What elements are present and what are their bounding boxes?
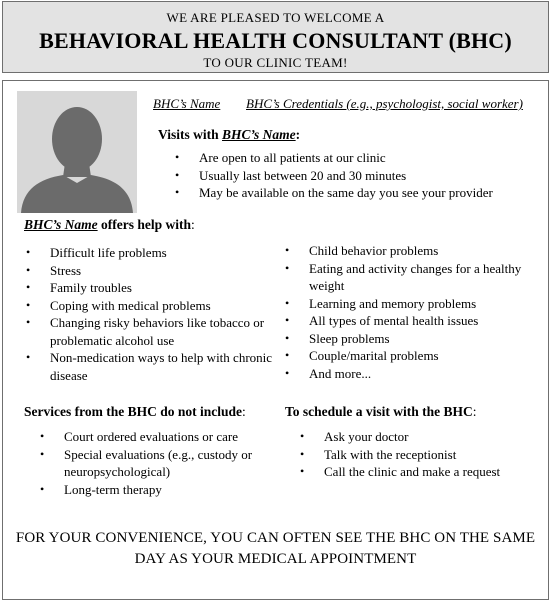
bhc-photo-placeholder — [17, 91, 137, 213]
list-item-text: Eating and activity changes for a healthy weight — [309, 260, 522, 293]
header-title: BEHAVIORAL HEALTH CONSULTANT (BHC) — [39, 28, 512, 53]
bullet-icon: • — [40, 429, 45, 443]
list-item-text: Non-medication ways to help with chronic disease — [50, 350, 273, 383]
schedule-heading-suffix: : — [472, 404, 477, 419]
list-item — [285, 295, 540, 313]
bullet-icon: • — [285, 243, 290, 257]
list-item-text: Couple/marital problems — [309, 348, 439, 363]
schedule-list — [300, 428, 540, 481]
person-silhouette-icon — [17, 91, 137, 213]
list-item — [40, 481, 270, 499]
help-heading-suffix: : — [191, 217, 195, 232]
list-item-text: May be available on the same day you see your provider — [199, 185, 493, 200]
bullet-icon: • — [175, 150, 180, 164]
bullet-icon: • — [300, 446, 305, 461]
list-item-text: Child behavior problems — [309, 243, 439, 258]
list-item-text: And more... — [309, 365, 372, 381]
list-item — [300, 446, 540, 464]
bullet-icon: • — [26, 245, 31, 259]
help-heading-name: BHC’s Name — [24, 217, 98, 232]
bullet-icon: • — [285, 295, 290, 310]
list-item — [40, 446, 270, 481]
list-item-text: Are open to all patients at our clinic — [199, 150, 386, 165]
list-item — [26, 349, 276, 384]
list-item — [285, 330, 540, 348]
schedule-heading-text: To schedule a visit with the BHC — [285, 404, 473, 419]
bullet-icon: • — [285, 313, 290, 327]
footer-message: FOR YOUR CONVENIENCE, YOU CAN OFTEN SEE THE BHC ON THE SAME DAY AS YOUR MEDICAL APPOINTMENT — [15, 530, 536, 567]
bullet-icon: • — [285, 260, 290, 275]
list-item — [26, 262, 276, 280]
visits-heading — [158, 127, 300, 143]
visits-heading-name: BHC’s Name — [222, 127, 296, 142]
bhc-credentials-field: BHC’s Credentials (e.g., psychologist, social worker) — [246, 96, 523, 111]
list-item — [285, 312, 540, 330]
help-heading — [24, 217, 195, 233]
bullet-icon: • — [26, 297, 31, 312]
list-item-text: Difficult life problems — [50, 245, 167, 260]
list-item — [175, 167, 535, 185]
list-item-text: Stress — [50, 262, 82, 278]
visits-list — [175, 149, 535, 202]
list-item — [285, 242, 540, 260]
list-item-text: All types of mental health issues — [309, 313, 479, 328]
services-heading-text: Services from the BHC do not include — [24, 404, 242, 419]
bullet-icon: • — [26, 350, 31, 364]
visits-heading-suffix: : — [295, 127, 301, 142]
services-heading-suffix: : — [242, 404, 246, 419]
help-list-left — [26, 244, 276, 384]
list-item — [285, 260, 540, 295]
list-item — [285, 365, 540, 383]
welcome-header — [2, 1, 549, 73]
bhc-name-field: BHC’s Name — [153, 96, 221, 111]
list-item — [26, 314, 276, 349]
bullet-icon: • — [26, 280, 31, 294]
schedule-heading — [285, 404, 477, 420]
visits-heading-prefix: Visits with — [158, 127, 223, 142]
list-item — [26, 244, 276, 262]
list-item-text: Usually last between 20 and 30 minutes — [199, 167, 407, 183]
bullet-icon: • — [26, 315, 31, 329]
list-item — [175, 184, 535, 202]
bullet-icon: • — [285, 365, 290, 380]
list-item — [300, 428, 540, 446]
bullet-icon: • — [285, 330, 290, 345]
list-item — [26, 297, 276, 315]
help-list-right — [285, 242, 540, 382]
bullet-icon: • — [175, 167, 180, 182]
list-item-text: Talk with the receptionist — [324, 446, 457, 462]
services-heading — [24, 404, 246, 420]
list-item — [300, 463, 540, 481]
list-item-text: Coping with medical problems — [50, 297, 211, 313]
bullet-icon: • — [285, 348, 290, 362]
services-list — [40, 428, 270, 498]
list-item-text: Court ordered evaluations or care — [64, 429, 238, 444]
list-item-text: Family troubles — [50, 280, 132, 295]
list-item — [175, 149, 535, 167]
list-item-text: Learning and memory problems — [309, 295, 477, 311]
bullet-icon: • — [300, 429, 305, 443]
list-item-text: Sleep problems — [309, 330, 390, 346]
list-item-text: Call the clinic and make a request — [324, 464, 501, 479]
list-item-text: Changing risky behaviors like tobacco or problematic alcohol use — [50, 315, 265, 348]
bullet-icon: • — [40, 481, 45, 496]
bullet-icon: • — [175, 185, 180, 199]
list-item — [40, 428, 270, 446]
bullet-icon: • — [40, 446, 45, 461]
list-item — [26, 279, 276, 297]
list-item-text: Special evaluations (e.g., custody or neuropsychological) — [64, 446, 253, 479]
header-bottom-line: TO OUR CLINIC TEAM! — [203, 55, 348, 70]
list-item — [285, 347, 540, 365]
header-top-line: WE ARE PLEASED TO WELCOME A — [166, 10, 385, 25]
list-item-text: Ask your doctor — [324, 429, 409, 444]
help-heading-bold: offers help with — [97, 217, 191, 232]
list-item-text: Long-term therapy — [64, 481, 162, 497]
bullet-icon: • — [26, 262, 31, 277]
bullet-icon: • — [300, 464, 305, 478]
